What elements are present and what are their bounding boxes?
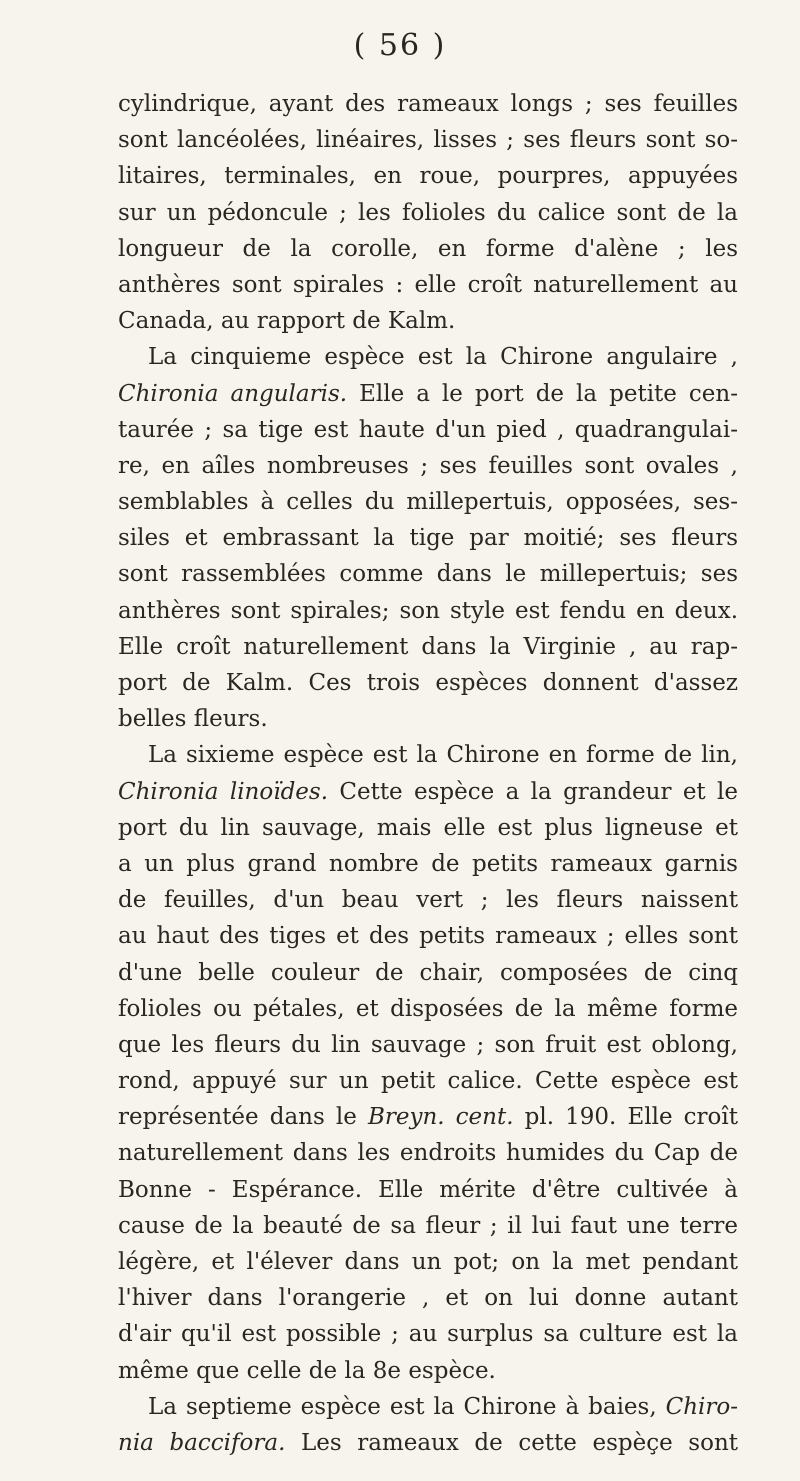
text-line xyxy=(118,520,738,556)
line-text: Elle a le port de la petite cen- xyxy=(347,380,738,407)
page-number: ( 56 ) xyxy=(353,28,447,63)
line-text: La cinquieme espèce est la Chirone angulaire , xyxy=(148,344,738,371)
text-line xyxy=(118,629,738,665)
text-line xyxy=(118,665,738,701)
line-text: Elle croît naturellement dans la Virginie , au rap- xyxy=(118,633,738,660)
text-line xyxy=(118,991,738,1027)
line-text: anthères sont spirales : elle croît naturellement au xyxy=(118,271,738,298)
line-text: Cette espèce a la grandeur et le xyxy=(328,778,738,805)
italic-term: nia baccifora. xyxy=(118,1429,286,1456)
line-text: représentée dans le xyxy=(118,1104,368,1131)
line-text: rond, appuyé sur un petit calice. Cette espèce est xyxy=(118,1068,738,1095)
line-text: a un plus grand nombre de petits rameaux garnis xyxy=(118,850,738,877)
line-text: taurée ; sa tige est haute d'un pied , quadrangulai- xyxy=(118,416,738,443)
text-line xyxy=(118,918,738,954)
text-line xyxy=(118,1425,738,1461)
line-text: re, en aîles nombreuses ; ses feuilles sont ovales , xyxy=(118,452,738,479)
line-text: sont lancéolées, linéaires, lisses ; ses fleurs sont so- xyxy=(118,127,738,154)
line-text: anthères sont spirales; son style est fendu en deux. xyxy=(118,597,738,624)
line-text: cause de la beauté de sa fleur ; il lui faut une terre xyxy=(118,1212,738,1239)
line-text: même que celle de la 8e espèce. xyxy=(118,1357,496,1384)
text-line xyxy=(118,158,738,194)
text-line xyxy=(118,231,738,267)
line-text: naturellement dans les endroits humides du Cap de xyxy=(118,1140,738,1167)
text-line xyxy=(118,267,738,303)
line-text: que les fleurs du lin sauvage ; son fruit est oblong, xyxy=(118,1031,738,1058)
text-line xyxy=(118,556,738,592)
text-line xyxy=(118,1244,738,1280)
text-line xyxy=(118,303,738,339)
line-text: La sixieme espèce est la Chirone en forme de lin, xyxy=(148,742,738,769)
line-text: La septieme espèce est la Chirone à baies, xyxy=(148,1393,666,1420)
text-line xyxy=(118,593,738,629)
text-line xyxy=(118,846,738,882)
line-text: port du lin sauvage, mais elle est plus ligneuse et xyxy=(118,814,738,841)
line-text: Canada, au rapport de Kalm. xyxy=(118,308,456,335)
text-line xyxy=(118,484,738,520)
line-text: siles et embrassant la tige par moitié; ses fleurs xyxy=(118,525,738,552)
line-text: Les rameaux de cette espèçe sont xyxy=(285,1429,738,1456)
line-text: cylindrique, ayant des rameaux longs ; ses feuilles xyxy=(118,91,738,117)
text-line xyxy=(118,1027,738,1063)
line-text: de feuilles, d'un beau vert ; les fleurs naissent xyxy=(118,887,738,914)
line-text: d'une belle couleur de chair, composées de cinq xyxy=(118,959,738,986)
text-line xyxy=(118,882,738,918)
text-line xyxy=(118,448,738,484)
text-line xyxy=(118,1389,738,1425)
text-line xyxy=(118,810,738,846)
italic-term: Chiro- xyxy=(665,1393,738,1420)
line-text: d'air qu'il est possible ; au surplus sa culture est la xyxy=(118,1321,738,1348)
line-text: folioles ou pétales, et disposées de la même forme xyxy=(118,995,738,1022)
text-line xyxy=(118,86,738,122)
italic-term: Breyn. cent. xyxy=(367,1104,514,1131)
italic-term: Chironia linoïdes. xyxy=(118,778,329,805)
text-line xyxy=(118,1316,738,1352)
text-line xyxy=(118,774,738,810)
line-text: Bonne - Espérance. Elle mérite d'être cultivée à xyxy=(118,1176,738,1203)
body-text xyxy=(118,86,738,1461)
text-line xyxy=(118,195,738,231)
line-text: l'hiver dans l'orangerie , et on lui donne autant xyxy=(118,1285,738,1312)
text-line xyxy=(118,376,738,412)
line-text: port de Kalm. Ces trois espèces donnent d'assez xyxy=(118,670,738,696)
line-text: sont rassemblées comme dans le millepertuis; ses xyxy=(118,561,738,588)
line-text: semblables à celles du millepertuis, opposées, ses- xyxy=(118,489,738,516)
text-line xyxy=(118,955,738,991)
italic-term: Chironia angularis. xyxy=(118,380,348,407)
line-text: litaires, terminales, en roue, pourpres, appuyées xyxy=(118,163,738,190)
text-line xyxy=(118,1280,738,1316)
text-line xyxy=(118,339,738,375)
line-text: légère, et l'élever dans un pot; on la met pendant xyxy=(118,1249,738,1275)
text-line xyxy=(118,1208,738,1244)
text-line xyxy=(118,1353,738,1389)
text-line xyxy=(118,1135,738,1171)
line-text: au haut des tiges et des petits rameaux ; elles sont xyxy=(118,923,738,950)
text-line xyxy=(118,412,738,448)
text-line xyxy=(118,1172,738,1208)
text-line xyxy=(118,1099,738,1135)
line-text: sur un pédoncule ; les folioles du calice sont de la xyxy=(118,199,738,226)
text-line xyxy=(118,1063,738,1099)
text-line xyxy=(118,122,738,158)
text-line xyxy=(118,701,738,737)
text-line xyxy=(118,737,738,773)
line-text: belles fleurs. xyxy=(118,706,268,733)
line-text: pl. 190. Elle croît xyxy=(513,1104,738,1131)
line-text: longueur de la corolle, en forme d'alène ; les xyxy=(118,235,738,262)
